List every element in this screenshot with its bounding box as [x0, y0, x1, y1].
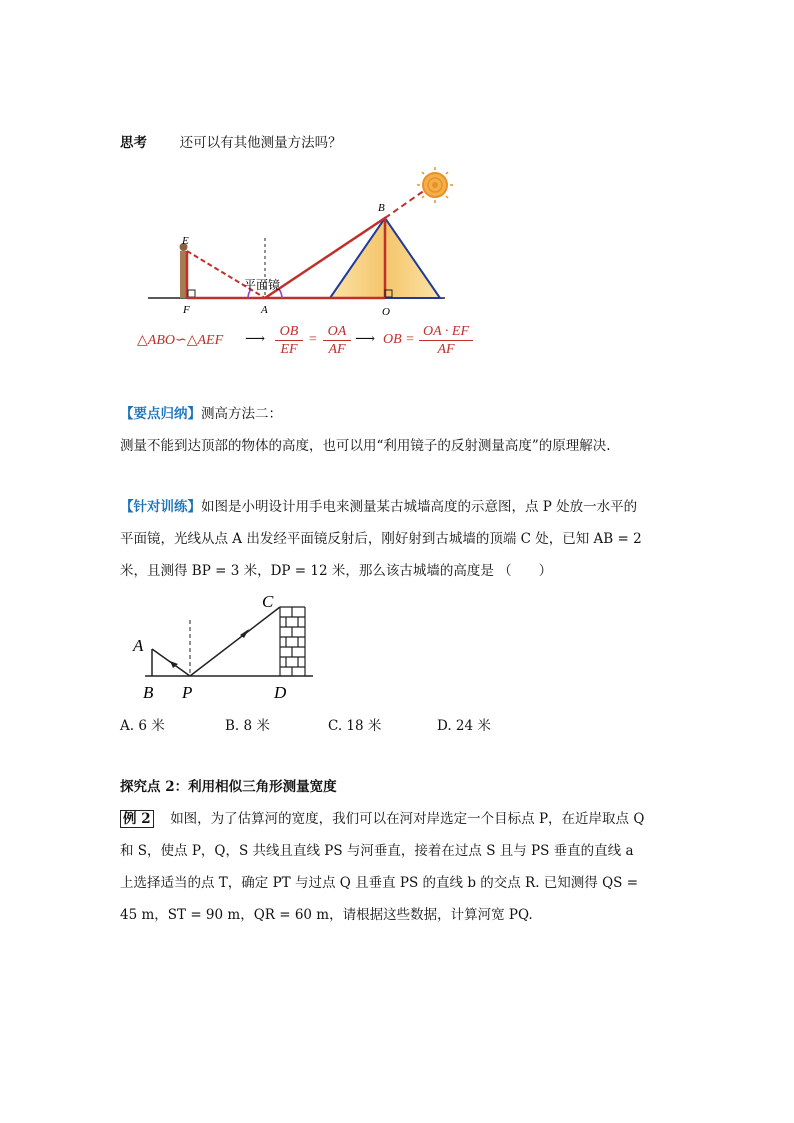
arrow-1-icon: ⟶ — [245, 332, 266, 347]
label-p2: P — [182, 683, 193, 702]
key-points-tag: 【要点归纳】 — [120, 406, 201, 422]
practice-line-1 — [120, 497, 637, 517]
option-b[interactable]: B. 8 米 — [225, 718, 270, 734]
example2-text-1: 如图，为了估算河的宽度，我们可以在河对岸选定一个目标点 P，在近岸取点 Q — [170, 811, 645, 827]
brick-wall — [280, 607, 305, 676]
option-c[interactable]: C. 18 米 — [328, 718, 382, 734]
example2-tag: 例 2 — [120, 810, 154, 828]
practice-text-1: 如图是小明设计用手电来测量某古城墙高度的示意图，点 P 处放一水平的 — [201, 499, 638, 515]
f2-den: AF — [328, 342, 346, 357]
f3-num: OA · EF — [419, 323, 473, 341]
f3-den: AF — [437, 342, 455, 357]
f2-num: OA — [323, 323, 351, 341]
label-a: A — [261, 304, 268, 315]
think-label: 思考 — [120, 135, 147, 151]
key-points-body: 测量不能到达顶部的物体的高度，也可以用“利用镜子的反射测量高度”的原理解决. — [120, 438, 611, 454]
think-line — [120, 133, 342, 153]
key-points-title: 测高方法二： — [201, 406, 282, 422]
fraction-oa-af — [323, 323, 351, 359]
equals-sign: = — [309, 332, 317, 347]
example2-line-1 — [120, 809, 644, 829]
ob-equals: OB = — [383, 332, 415, 347]
key-points-heading — [120, 404, 282, 424]
mirror-diagram — [140, 165, 480, 315]
fraction-ob-ef — [275, 323, 303, 359]
option-d[interactable]: D. 24 米 — [437, 718, 491, 734]
label-b: B — [378, 202, 385, 214]
practice-line-3: 米，且测得 BP = 3 米，DP = 12 米，那么该古城墙的高度是 （ ） — [120, 563, 553, 579]
f1-num: OB — [275, 323, 303, 341]
sun-icon — [417, 167, 453, 203]
reflected-ray-2 — [190, 607, 280, 676]
option-a[interactable]: A. 6 米 — [120, 718, 165, 734]
f1-den: EF — [280, 342, 298, 357]
label-c2: C — [262, 592, 274, 611]
practice-line-2: 平面镜，光线从点 A 出发经平面镜反射后，刚好射到古城墙的顶端 C 处，已知 AB = 2 — [120, 531, 642, 547]
mirror-label: 平面镜 — [244, 278, 281, 292]
right-angle-f — [188, 290, 195, 297]
example2-line-4: 45 m，ST = 90 m，QR = 60 m，请根据这些数据，计算河宽 PQ. — [120, 907, 533, 923]
example2-line-3: 上选择适当的点 T，确定 PT 与过点 Q 且垂直 PS 的直线 b 的交点 R. 已知测得 QS = — [120, 875, 639, 891]
similar-text: △ABO∽△AEF — [137, 333, 224, 348]
wall-diagram — [125, 585, 325, 705]
sun-ray — [385, 190, 425, 218]
arrow-2-icon: ⟶ — [355, 332, 376, 347]
example2-line-2: 和 S，使点 P，Q，S 共线且直线 PS 与河垂直，接着在过点 S 且与 PS 垂直的直线 a — [120, 843, 634, 859]
think-question: 还可以有其他测量方法吗？ — [179, 135, 342, 151]
label-b2: B — [143, 683, 154, 702]
fraction-result — [419, 323, 473, 359]
label-f: F — [183, 304, 190, 315]
section2-title: 探究点 2：利用相似三角形测量宽度 — [120, 779, 337, 795]
label-d2: D — [274, 683, 287, 702]
label-o: O — [382, 306, 390, 315]
practice-tag: 【针对训练】 — [120, 499, 201, 515]
label-a2: A — [133, 636, 144, 655]
label-e: E — [182, 235, 189, 247]
